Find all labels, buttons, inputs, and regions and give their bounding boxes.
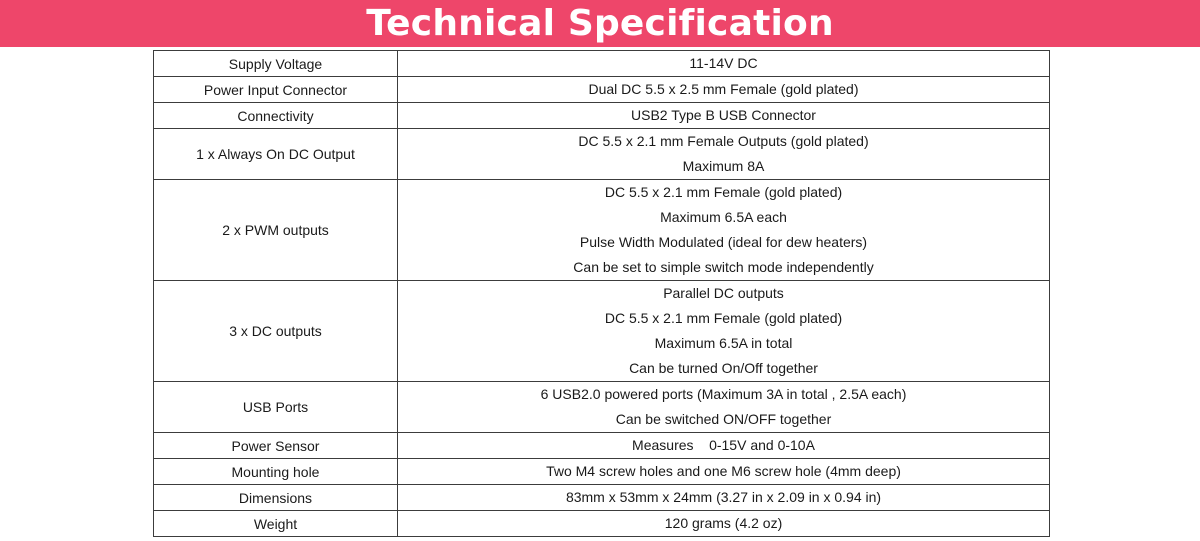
spec-table xyxy=(153,50,1050,537)
spec-label: 2 x PWM outputs xyxy=(222,222,329,238)
spec-value-line: Two M4 screw holes and one M6 screw hole (4mm deep) xyxy=(546,463,901,479)
spec-label-cell xyxy=(154,51,398,77)
spec-label: Mounting hole xyxy=(231,463,320,480)
spec-value-line: Can be set to simple switch mode independently xyxy=(573,259,874,275)
spec-value-cell xyxy=(398,103,1050,129)
spec-row xyxy=(154,485,1050,511)
spec-value-cell xyxy=(398,129,1050,180)
spec-value-line: Maximum 6.5A each xyxy=(660,209,787,225)
spec-label: Connectivity xyxy=(237,107,314,124)
spec-label: Power Input Connector xyxy=(203,81,348,98)
spec-label: 1 x Always On DC Output xyxy=(196,146,355,162)
spec-label-cell xyxy=(154,511,398,537)
spec-value-line: DC 5.5 x 2.1 mm Female (gold plated) xyxy=(604,184,843,200)
spec-label-cell xyxy=(154,485,398,511)
spec-row xyxy=(154,77,1050,103)
spec-label-cell xyxy=(154,103,398,129)
spec-value-line: Can be turned On/Off together xyxy=(629,360,818,376)
spec-label-cell xyxy=(154,281,398,382)
spec-value-line: Maximum 6.5A in total xyxy=(654,335,793,351)
spec-value-line: 6 USB2.0 powered ports (Maximum 3A in total , 2.5A each) xyxy=(540,386,907,402)
spec-value-line: Can be switched ON/OFF together xyxy=(615,411,832,427)
spec-label: Dimensions xyxy=(238,489,313,506)
spec-value-cell xyxy=(398,511,1050,537)
spec-label-cell xyxy=(154,129,398,180)
spec-row xyxy=(154,511,1050,537)
spec-value-line: DC 5.5 x 2.1 mm Female (gold plated) xyxy=(604,310,843,326)
spec-value-line: 83mm x 53mm x 24mm (3.27 in x 2.09 in x 0.94 in) xyxy=(565,489,882,505)
spec-label: Power Sensor xyxy=(231,437,320,454)
spec-value-cell xyxy=(398,281,1050,382)
spec-value-cell xyxy=(398,433,1050,459)
spec-value-cell xyxy=(398,382,1050,433)
spec-value-line: Pulse Width Modulated (ideal for dew heaters) xyxy=(579,234,868,250)
spec-value-cell xyxy=(398,180,1050,281)
spec-table-body xyxy=(154,51,1050,537)
spec-value-cell xyxy=(398,51,1050,77)
spec-value-line: 120 grams (4.2 oz) xyxy=(664,515,783,531)
spec-label: Supply Voltage xyxy=(228,55,323,72)
spec-row xyxy=(154,180,1050,281)
spec-value-cell xyxy=(398,485,1050,511)
spec-value-line: DC 5.5 x 2.1 mm Female Outputs (gold plated) xyxy=(578,133,869,149)
spec-row xyxy=(154,433,1050,459)
spec-value-cell xyxy=(398,77,1050,103)
spec-value-line: Parallel DC outputs xyxy=(663,285,784,301)
spec-row xyxy=(154,51,1050,77)
spec-value-line: Maximum 8A xyxy=(682,158,765,174)
spec-value-line: Dual DC 5.5 x 2.5 mm Female (gold plated) xyxy=(588,81,859,97)
spec-label-cell xyxy=(154,459,398,485)
spec-value-cell xyxy=(398,459,1050,485)
spec-row xyxy=(154,281,1050,382)
spec-value-line: Measures 0-15V and 0-10A xyxy=(632,437,815,453)
spec-value-line: USB2 Type B USB Connector xyxy=(631,107,816,123)
spec-label: 3 x DC outputs xyxy=(229,323,322,339)
spec-row xyxy=(154,459,1050,485)
spec-label-cell xyxy=(154,180,398,281)
spec-label-cell xyxy=(154,382,398,433)
spec-row xyxy=(154,103,1050,129)
title-banner xyxy=(0,0,1200,47)
spec-row xyxy=(154,382,1050,433)
page-title: Technical Specification xyxy=(366,3,834,44)
spec-label: Weight xyxy=(253,515,298,532)
spec-label-cell xyxy=(154,433,398,459)
spec-row xyxy=(154,129,1050,180)
spec-label: USB Ports xyxy=(242,399,309,415)
spec-label-cell xyxy=(154,77,398,103)
spec-value-line: 11-14V DC xyxy=(689,55,758,71)
